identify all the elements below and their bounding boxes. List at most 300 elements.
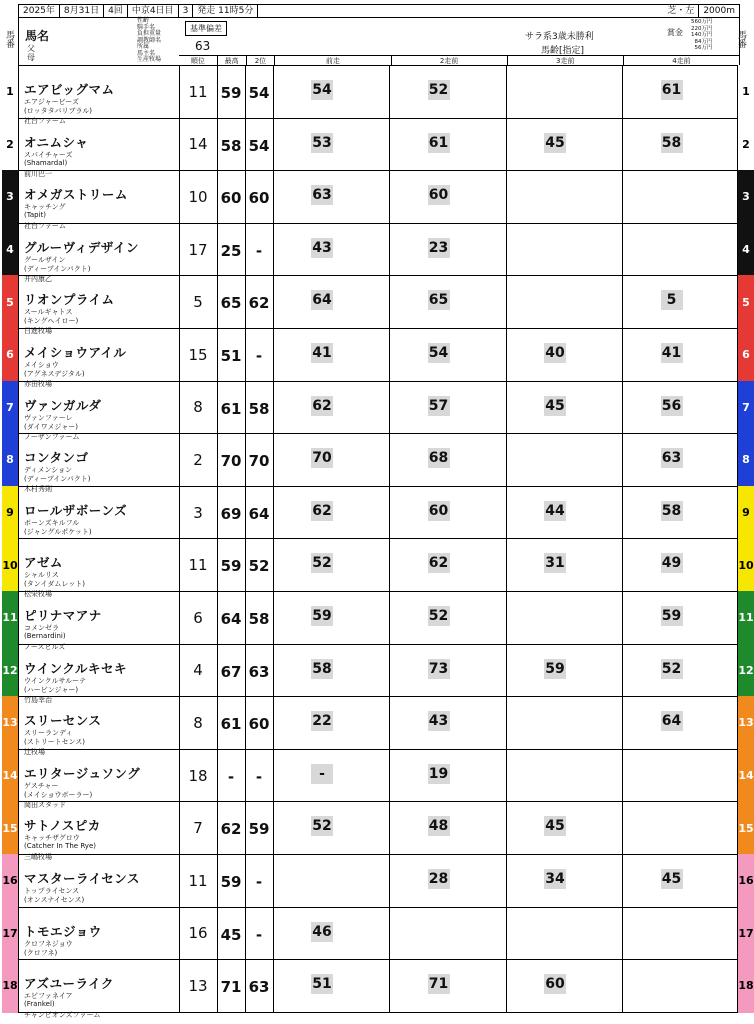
horse-name[interactable]: オニムシャ xyxy=(24,134,89,150)
horse-row[interactable] xyxy=(6,224,750,283)
second-speed: - xyxy=(255,241,263,260)
horse-rank: 7 xyxy=(179,802,218,854)
race-speed-index: 65 xyxy=(428,292,449,309)
past-race-1[interactable] xyxy=(273,276,390,328)
horse-name[interactable]: トモエジョウ xyxy=(24,923,102,939)
horse-owner: 三嶋牧場 xyxy=(24,853,52,862)
past-race-1[interactable] xyxy=(273,329,390,381)
horse-info xyxy=(19,802,180,862)
second-speed-cell xyxy=(245,66,274,118)
horse-row[interactable] xyxy=(2,750,754,809)
horse-row[interactable] xyxy=(2,539,754,599)
past-race-3[interactable] xyxy=(506,487,623,539)
past-race-4[interactable] xyxy=(623,224,739,276)
past-race-3[interactable] xyxy=(506,224,623,276)
past-race-4[interactable] xyxy=(623,697,739,749)
past-race-2[interactable] xyxy=(390,382,507,434)
past-race-4[interactable] xyxy=(623,592,739,644)
past-race-3[interactable] xyxy=(506,645,623,697)
horse-number-left: 18 xyxy=(2,959,19,1013)
horse-name[interactable]: エアビッグマム xyxy=(24,82,115,97)
race-speed-index: 68 xyxy=(428,450,449,467)
horse-owner: 岡田スタッド xyxy=(24,800,66,809)
horse-rank: 11 xyxy=(179,855,218,907)
race-speed-index: - xyxy=(311,764,333,784)
horse-number-right: 6 xyxy=(738,328,754,382)
best-speed: 62 xyxy=(220,820,242,839)
horse-dam: (ジャングルポケット) xyxy=(24,527,92,536)
past-race-3[interactable] xyxy=(506,855,623,907)
horse-name[interactable]: リオンプライム xyxy=(24,292,115,308)
horse-info xyxy=(19,855,180,907)
horse-dam: (アグネスデジタル) xyxy=(24,370,85,378)
past-race-4[interactable] xyxy=(623,119,739,171)
best-speed-cell xyxy=(217,224,246,276)
race-speed-index: 22 xyxy=(312,713,332,730)
horse-number-left: 10 xyxy=(2,538,19,592)
horse-name[interactable]: オメガストリーム xyxy=(24,187,128,203)
race-header-bar xyxy=(18,4,740,18)
race-class: サラ系3歳未勝利 xyxy=(525,32,594,42)
past-race-4[interactable] xyxy=(623,855,739,907)
past-race-1[interactable] xyxy=(273,960,390,1012)
second-speed: 58 xyxy=(248,610,270,628)
best-speed: 70 xyxy=(220,452,242,471)
horse-number-left: 4 xyxy=(2,223,18,277)
race-speed-index: 59 xyxy=(312,608,332,624)
horse-owner: 赤田牧場 xyxy=(24,380,52,388)
horse-sire: エピファネイア xyxy=(24,992,73,1001)
past-race-3[interactable] xyxy=(506,592,623,644)
best-speed: 59 xyxy=(220,557,242,576)
race-speed-index: 52 xyxy=(661,660,682,677)
start-time: 発走 11時5分 xyxy=(193,5,258,17)
race-speed-index: 52 xyxy=(428,82,449,98)
horse-number-left: 12 xyxy=(2,644,18,698)
past-race-2[interactable] xyxy=(390,697,507,749)
past-race-4[interactable] xyxy=(623,66,739,118)
past-race-3[interactable] xyxy=(506,750,623,802)
second-speed: 54 xyxy=(248,84,270,102)
horse-row[interactable] xyxy=(6,434,750,494)
best-speed: 25 xyxy=(220,241,242,260)
horse-name[interactable]: アゼム xyxy=(24,555,63,571)
horse-sire: ボーンズキルフル xyxy=(24,518,80,527)
horse-owner: 松栄牧場 xyxy=(24,590,52,599)
horse-number-right: 11 xyxy=(738,591,754,645)
past-race-1[interactable] xyxy=(273,592,390,644)
second-speed: 60 xyxy=(248,189,270,208)
horse-row[interactable] xyxy=(6,329,750,388)
race-speed-index: 45 xyxy=(545,397,565,414)
horse-number-left: 16 xyxy=(2,854,19,908)
race-speed-index: 54 xyxy=(428,345,449,361)
horse-dam: (ロッタタバリブラル) xyxy=(24,107,93,115)
horse-info xyxy=(19,276,180,336)
second-speed: 54 xyxy=(248,136,270,155)
race-speed-index: 56 xyxy=(661,397,682,414)
best-speed: 69 xyxy=(220,504,242,523)
horse-name[interactable]: エリタージュソング xyxy=(24,765,141,781)
past-race-3[interactable] xyxy=(506,171,623,223)
horse-number-right: 1 xyxy=(738,65,754,119)
past-race-2[interactable] xyxy=(390,276,507,328)
horse-sire: ウインクルサルーテ xyxy=(24,676,87,685)
second-speed: - xyxy=(255,767,263,786)
second-speed: - xyxy=(255,925,263,944)
past-race-2[interactable] xyxy=(390,855,507,907)
past-race-4[interactable] xyxy=(623,960,739,1012)
race-speed-index: 73 xyxy=(428,660,449,677)
horse-sire: スールギャトス xyxy=(24,308,73,317)
horse-row[interactable] xyxy=(6,171,750,231)
race-speed-index: 43 xyxy=(312,239,332,256)
horse-dam: (Catcher In The Rye) xyxy=(24,842,96,851)
past-race-4[interactable] xyxy=(623,539,739,591)
race-speed-index: 54 xyxy=(312,82,332,98)
horse-info xyxy=(19,119,180,178)
horse-dam: (Bernardini) xyxy=(24,632,66,640)
best-speed: 67 xyxy=(220,662,242,681)
horse-name[interactable]: スリーセンス xyxy=(24,713,102,729)
horse-info xyxy=(19,66,180,125)
best-speed-cell xyxy=(217,855,246,907)
horse-rank: 3 xyxy=(179,487,218,539)
race-speed-index: 45 xyxy=(545,134,565,151)
past-race-2[interactable] xyxy=(390,119,507,171)
horse-rank: 11 xyxy=(179,539,218,591)
race-speed-index: 60 xyxy=(545,976,565,993)
past-race-1[interactable] xyxy=(273,539,390,591)
horse-number-right: 3 xyxy=(738,170,754,224)
best-speed-cell xyxy=(217,802,246,854)
horse-rank: 16 xyxy=(179,908,218,960)
second-speed-cell xyxy=(245,750,274,802)
horse-dam: (ダイワメジャー) xyxy=(24,422,78,431)
horse-info xyxy=(19,539,180,599)
horse-dam: (Shamardal) xyxy=(24,158,68,167)
horse-name[interactable]: サトノスピカ xyxy=(24,818,101,834)
race-speed-index: 49 xyxy=(661,555,682,572)
horse-number-left: 7 xyxy=(2,381,18,435)
horse-row[interactable] xyxy=(2,908,754,961)
horse-name[interactable]: グルーヴィデザイン xyxy=(24,239,140,255)
horse-info xyxy=(19,750,180,809)
second-speed: 62 xyxy=(248,294,270,313)
horse-sire: クロフネジョウ xyxy=(24,939,73,948)
horse-name[interactable]: メイショウアイル xyxy=(24,345,127,360)
horse-number-right: 18 xyxy=(738,959,754,1013)
horse-name[interactable]: ピリナマアナ xyxy=(24,608,102,623)
past-race-3[interactable] xyxy=(506,276,623,328)
horse-name[interactable]: アズユーライク xyxy=(24,976,114,992)
past-race-2[interactable] xyxy=(390,960,507,1012)
past-race-1[interactable] xyxy=(273,645,390,697)
past-race-4[interactable] xyxy=(623,908,739,960)
past-race-2[interactable] xyxy=(390,592,507,644)
past-race-3[interactable] xyxy=(506,539,623,591)
column-header xyxy=(18,17,740,66)
race-speed-index: 59 xyxy=(661,608,682,624)
past-race-4[interactable] xyxy=(623,276,739,328)
race-speed-index: 31 xyxy=(545,555,565,572)
past-race-1[interactable] xyxy=(273,66,390,118)
col-detail-labels: 性齢 騎手名 負担重量 調教師名 所属 馬主名 生産牧場 xyxy=(137,17,162,63)
race-speed-index: 28 xyxy=(428,871,449,887)
past-race-4[interactable] xyxy=(623,382,739,434)
second-speed-cell xyxy=(245,329,274,381)
race-speed-index: 58 xyxy=(312,660,332,677)
past-race-4[interactable] xyxy=(623,434,739,486)
horse-number-right: 15 xyxy=(738,801,754,855)
past-race-2[interactable] xyxy=(390,329,507,381)
past-race-1[interactable] xyxy=(273,750,390,802)
past-race-2[interactable] xyxy=(390,66,507,118)
horse-rank: 2 xyxy=(179,434,218,486)
best-speed-cell xyxy=(217,539,246,591)
best-speed-cell xyxy=(217,645,246,697)
horse-row[interactable] xyxy=(2,960,754,1020)
left-horse-no-label: 馬番 xyxy=(4,30,14,48)
horse-owner: 日進牧場 xyxy=(24,327,52,336)
second-speed: 70 xyxy=(248,452,270,471)
past-race-4[interactable] xyxy=(623,329,739,381)
horse-number-left: 13 xyxy=(2,696,18,750)
past-race-1[interactable] xyxy=(273,434,390,486)
horse-sire: グールザイン xyxy=(24,255,66,264)
horse-dam: (メイショウボーラー) xyxy=(24,790,93,799)
horse-sire: スリーランディ xyxy=(24,729,73,738)
horse-number-left: 9 xyxy=(2,486,19,540)
best-speed-cell xyxy=(217,434,246,486)
second-speed-cell xyxy=(245,802,274,854)
race-speed-index: 60 xyxy=(428,502,449,519)
race-speed-index: 70 xyxy=(312,450,332,467)
horse-dam: (ディープインパクト) xyxy=(24,264,91,273)
past-race-1[interactable] xyxy=(273,119,390,171)
race-speed-index: 62 xyxy=(312,397,332,414)
best-speed: 51 xyxy=(220,347,242,365)
horse-number-left: 5 xyxy=(2,275,18,329)
col-dam-label: 母 xyxy=(27,53,35,62)
best-speed: 60 xyxy=(220,189,242,208)
horse-rank: 15 xyxy=(179,329,218,381)
horse-number-right: 14 xyxy=(738,749,754,803)
second-speed: 64 xyxy=(248,504,270,523)
horse-row[interactable] xyxy=(6,276,750,336)
past-race-1[interactable] xyxy=(273,802,390,854)
race-speed-index: 63 xyxy=(661,450,682,467)
horse-rank: 6 xyxy=(179,592,218,644)
horse-sire: トップライセンス xyxy=(24,887,80,895)
past-race-3[interactable] xyxy=(506,960,623,1012)
best-speed-cell xyxy=(217,960,246,1012)
horse-rank: 8 xyxy=(179,697,218,749)
horse-owner: ノースヒルズ xyxy=(24,643,66,651)
horse-row[interactable] xyxy=(2,645,754,704)
race-speed-index: 5 xyxy=(661,290,683,310)
second-speed-cell xyxy=(245,171,274,223)
horse-info xyxy=(19,592,180,651)
horse-sire: エアジャービーズ xyxy=(24,98,79,106)
horse-rank: 18 xyxy=(179,750,218,802)
horse-name[interactable]: ヴァンガルダ xyxy=(24,397,102,413)
second-speed-cell xyxy=(245,960,274,1012)
past-race-4[interactable] xyxy=(623,802,739,854)
past-race-2[interactable] xyxy=(390,487,507,539)
past-race-1[interactable] xyxy=(273,171,390,223)
horse-sire: ヴァンファーレ xyxy=(24,413,73,422)
horse-rank: 17 xyxy=(179,224,218,276)
second-speed-cell xyxy=(245,276,274,328)
horse-sire: ディメンション xyxy=(24,466,73,475)
horse-row[interactable] xyxy=(2,697,754,757)
past-race-1[interactable] xyxy=(273,224,390,276)
horse-name[interactable]: ウインクルキセキ xyxy=(24,660,128,676)
distance: 2000m xyxy=(703,6,735,16)
past-race-2[interactable] xyxy=(390,171,507,223)
horse-number-right: 9 xyxy=(738,486,754,540)
past-race-2[interactable] xyxy=(390,645,507,697)
past-race-1[interactable] xyxy=(273,855,390,907)
best-speed-cell xyxy=(217,382,246,434)
past-race-2[interactable] xyxy=(390,434,507,486)
horse-sire: ゲスチャー xyxy=(24,781,59,790)
race-speed-index: 23 xyxy=(428,239,449,256)
horse-name[interactable]: コンタンゴ xyxy=(24,450,89,466)
horse-sire: メイショウ xyxy=(24,361,59,369)
race-speed-index: 51 xyxy=(312,976,332,993)
horse-number-left: 2 xyxy=(2,118,19,172)
past-race-4[interactable] xyxy=(623,487,739,539)
horse-sire: シャルリス xyxy=(24,571,59,580)
col-horse-name-label: 馬名 xyxy=(25,29,50,43)
horse-number-right: 7 xyxy=(738,381,754,435)
second-speed-cell xyxy=(245,697,274,749)
horse-rank: 14 xyxy=(179,119,218,171)
past-race-1[interactable] xyxy=(273,487,390,539)
past-race-3[interactable] xyxy=(506,908,623,960)
second-speed-cell xyxy=(245,434,274,486)
past-race-3[interactable] xyxy=(506,119,623,171)
past-race-4[interactable] xyxy=(623,750,739,802)
best-speed: 59 xyxy=(220,84,242,102)
course-day: 中京4日目 xyxy=(128,5,179,17)
horse-owner: 井内康乙 xyxy=(24,274,52,283)
year: 2025年 xyxy=(19,5,60,17)
horse-number-right: 4 xyxy=(738,223,754,277)
past-race-3[interactable] xyxy=(506,697,623,749)
second-speed-cell xyxy=(245,645,274,697)
best-speed-cell xyxy=(217,119,246,171)
horse-rank: 8 xyxy=(179,382,218,434)
past-race-3[interactable] xyxy=(506,66,623,118)
horse-row[interactable] xyxy=(6,487,750,540)
past-race-2[interactable] xyxy=(390,224,507,276)
past-race-3[interactable] xyxy=(506,329,623,381)
horse-number-left: 15 xyxy=(2,801,18,855)
race-speed-index: 64 xyxy=(312,292,332,309)
race-speed-index: 45 xyxy=(661,871,682,887)
past-race-2[interactable] xyxy=(390,539,507,591)
past-race-1[interactable] xyxy=(273,908,390,960)
past-race-3[interactable] xyxy=(506,434,623,486)
best-speed: - xyxy=(227,767,235,786)
horse-owner: 社台ファーム xyxy=(24,222,66,231)
horse-name[interactable]: マスターライセンス xyxy=(24,871,140,886)
past-race-3[interactable] xyxy=(506,382,623,434)
horse-row[interactable] xyxy=(6,66,750,125)
horse-owner: チャンピオンズファーム xyxy=(24,1011,101,1020)
horse-dam: (Tapit) xyxy=(24,211,47,220)
horse-dam: (オンスナイセンス) xyxy=(24,896,85,904)
horse-number-right: 13 xyxy=(738,696,754,750)
horse-row[interactable] xyxy=(2,592,754,651)
best-speed: 71 xyxy=(220,978,242,997)
best-speed-cell xyxy=(217,276,246,328)
horse-number-left: 3 xyxy=(2,170,18,224)
base-value: 63 xyxy=(195,39,211,53)
past-race-1[interactable] xyxy=(273,697,390,749)
horse-number-left: 11 xyxy=(2,591,18,645)
best-speed-cell xyxy=(217,697,246,749)
past-race-4[interactable] xyxy=(623,171,739,223)
horse-row[interactable] xyxy=(6,119,750,178)
race-speed-index: 46 xyxy=(312,923,332,940)
horse-name[interactable]: ロールザボーンズ xyxy=(24,502,128,518)
past-race-2[interactable] xyxy=(390,802,507,854)
race-speed-index: 59 xyxy=(545,660,565,677)
best-speed-cell xyxy=(217,592,246,644)
past-race-2[interactable] xyxy=(390,750,507,802)
race-speed-index: 71 xyxy=(428,976,449,993)
horse-info xyxy=(19,329,180,388)
horse-number-left: 14 xyxy=(2,749,18,803)
past-race-1[interactable] xyxy=(273,382,390,434)
race-speed-index: 41 xyxy=(312,345,332,361)
horse-sire: キャッチザグロウ xyxy=(24,834,80,843)
race-speed-index: 57 xyxy=(428,397,449,414)
horse-row[interactable] xyxy=(6,382,750,441)
past-race-4[interactable] xyxy=(623,645,739,697)
horse-info xyxy=(19,382,180,441)
horse-number-right: 2 xyxy=(738,118,754,172)
best-speed-cell xyxy=(217,329,246,381)
meeting: 4回 xyxy=(104,5,128,17)
horse-number-right: 17 xyxy=(738,907,754,961)
race-speed-index: 34 xyxy=(545,871,565,887)
col-sire-label: 父 xyxy=(27,44,35,53)
second-speed: 63 xyxy=(248,662,270,681)
second-speed-cell xyxy=(245,119,274,171)
horse-row[interactable] xyxy=(2,802,754,862)
best-speed: 58 xyxy=(220,136,242,155)
horse-number-right: 12 xyxy=(738,644,754,698)
race-speed-index: 53 xyxy=(312,134,332,151)
horse-info xyxy=(19,487,180,539)
race-speed-index: 52 xyxy=(428,608,449,624)
best-speed-cell xyxy=(217,66,246,118)
horse-number-right: 5 xyxy=(738,275,754,329)
horse-number-left: 17 xyxy=(2,907,19,961)
horse-dam: (クロフネ) xyxy=(24,948,58,957)
best-speed: 64 xyxy=(220,610,242,628)
past-race-3[interactable] xyxy=(506,802,623,854)
past-race-2[interactable] xyxy=(390,908,507,960)
horse-row[interactable] xyxy=(2,855,754,908)
second-speed: - xyxy=(255,347,263,365)
horse-owner: ノーザンファーム xyxy=(24,432,80,441)
